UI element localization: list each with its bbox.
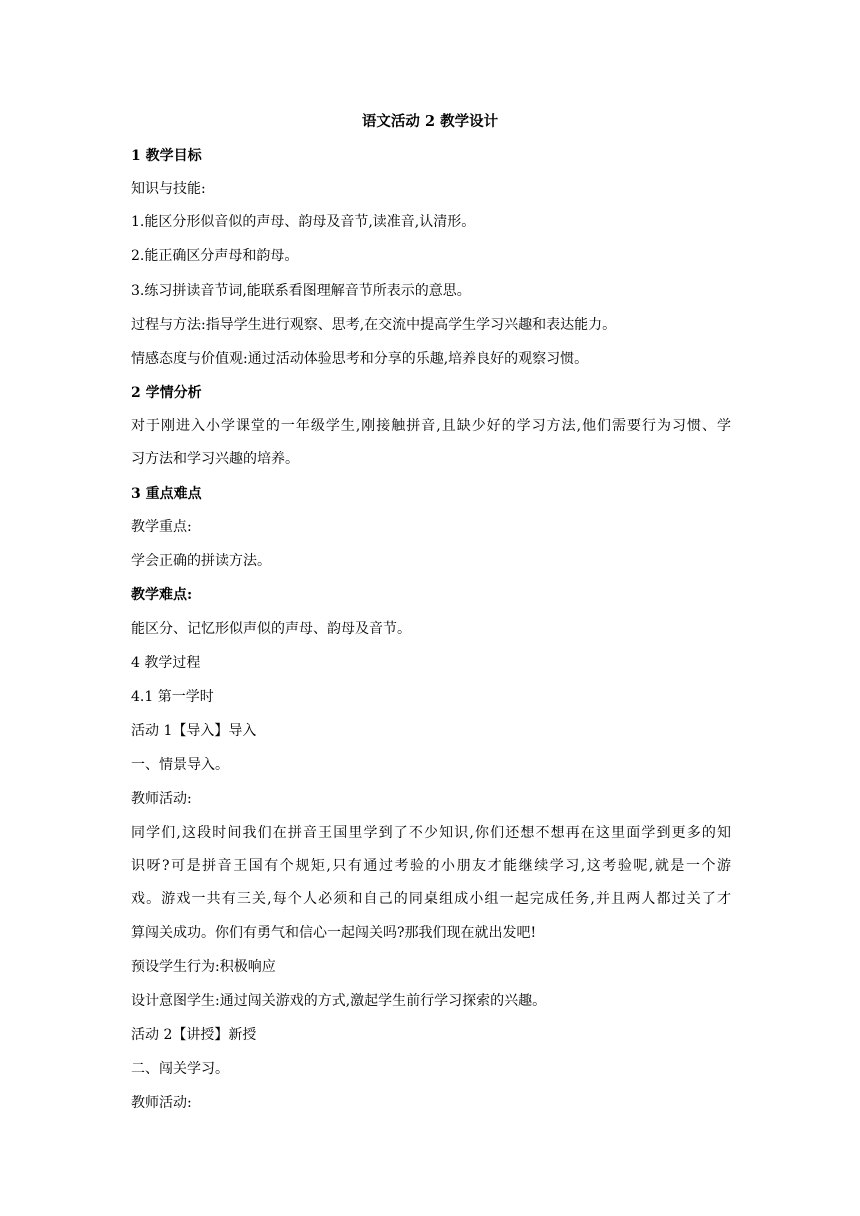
paragraph: 算闯关成功。你们有勇气和信心一起闯关吗?那我们现在就出发吧! (131, 925, 537, 941)
paragraph: 教师活动: (131, 791, 192, 807)
paragraph: 一、情景导入。 (131, 757, 229, 773)
paragraph: 能区分、记忆形似声似的声母、韵母及音节。 (131, 621, 411, 637)
paragraph: 情感态度与价值观:通过活动体验思考和分享的乐趣,培养良好的观察习惯。 (131, 351, 589, 367)
paragraph: 知识与技能: (131, 181, 206, 197)
paragraph: 设计意图学生:通过闯关游戏的方式,激起学生前行学习探索的兴趣。 (131, 993, 547, 1009)
subheading-difficulty: 教学难点: (131, 587, 193, 603)
document-title: 语文活动 2 教学设计 (361, 113, 499, 130)
paragraph: 3.练习拼读音节词,能联系看图理解音节所表示的意思。 (131, 283, 471, 299)
section-heading-objectives: 1 教学目标 (131, 148, 202, 164)
paragraph: 二、闯关学习。 (131, 1061, 229, 1077)
paragraph: 教师活动: (131, 1095, 192, 1111)
section-heading-process: 4 教学过程 (131, 655, 201, 671)
section-heading-key-points: 3 重点难点 (131, 486, 202, 502)
paragraph: 1.能区分形似音似的声母、韵母及音节,读准音,认清形。 (131, 214, 476, 230)
paragraph: 过程与方法:指导学生进行观察、思考,在交流中提高学生学习兴趣和表达能力。 (131, 317, 617, 333)
paragraph: 识呀?可是拼音王国有个规矩,只有通过考验的小朋友才能继续学习,这考验呢,就是一个游 (131, 858, 731, 874)
paragraph: 活动 1【导入】导入 (131, 723, 257, 739)
paragraph: 同学们,这段时间我们在拼音王国里学到了不少知识,你们还想不想再在这里面学到更多的知 (131, 825, 731, 841)
paragraph: 2.能正确区分声母和韵母。 (131, 248, 299, 264)
paragraph: 习方法和学习兴趣的培养。 (131, 451, 299, 467)
paragraph: 活动 2【讲授】新授 (131, 1027, 257, 1043)
paragraph: 戏。游戏一共有三关,每个人必须和自己的同桌组成小组一起完成任务,并且两人都过关了才 (131, 891, 731, 907)
section-heading-analysis: 2 学情分析 (131, 385, 202, 401)
paragraph: 对于刚进入小学课堂的一年级学生,刚接触拼音,且缺少好的学习方法,他们需要行为习惯、学 (131, 418, 731, 434)
paragraph: 预设学生行为:积极响应 (131, 959, 276, 975)
paragraph: 教学重点: (131, 519, 192, 535)
paragraph: 学会正确的拼读方法。 (131, 553, 271, 569)
paragraph: 4.1 第一学时 (131, 689, 214, 705)
